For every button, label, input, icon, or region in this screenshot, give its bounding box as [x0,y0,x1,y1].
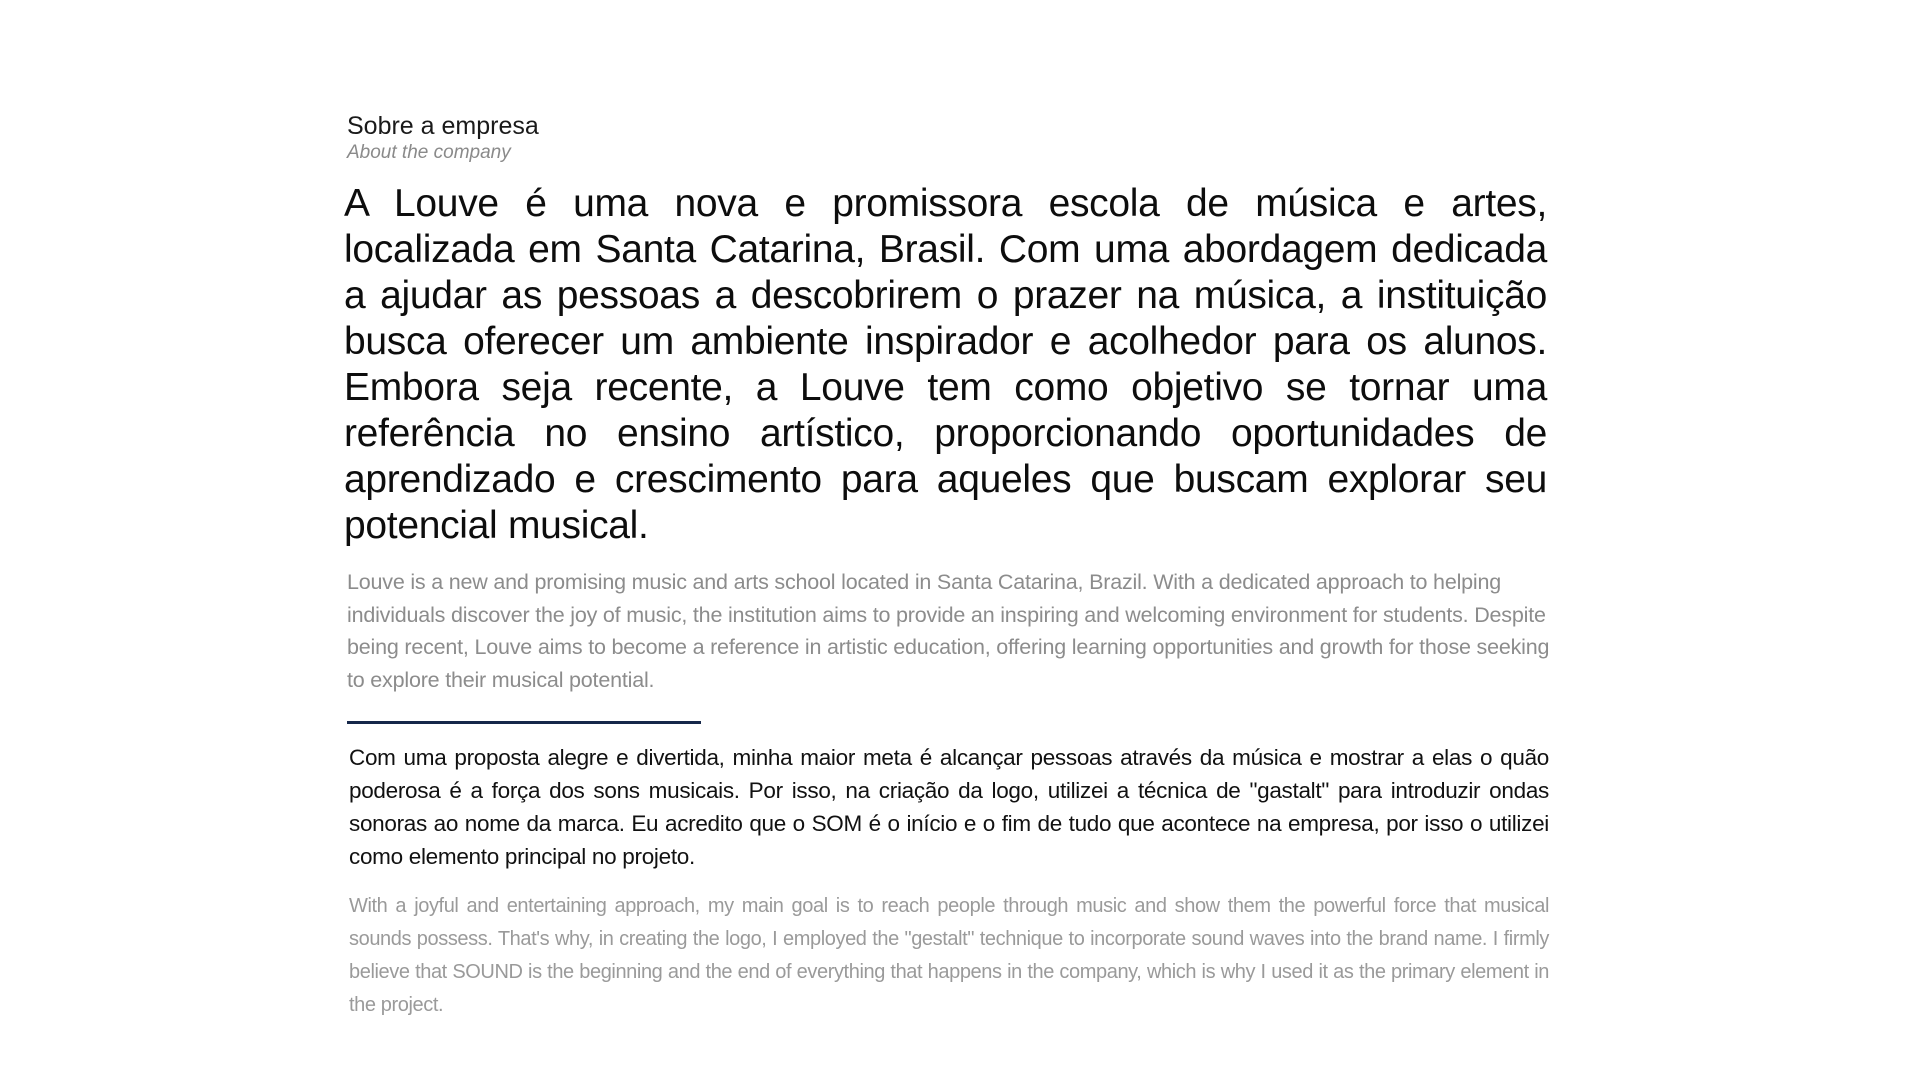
intro-paragraph-en: Louve is a new and promising music and arts school located in Santa Catarina, Brazil. With a dedicated approach to helping individuals discover the joy of music, the institution aims to provide an inspiring and welcoming environment for students. Despite being recent, Louve aims to become a reference in artistic education, offering learning opportunities and growth for those seeking to explore their musical potential. [347,570,1550,692]
intro-paragraph-pt: A Louve é uma nova e promissora escola de música e artes, localizada em Santa Catarina, Brasil. Com uma abordagem dedicada a ajudar as pessoas a descobrirem o prazer na música, a instituição busca oferecer um ambiente inspirador e acolhedor para os alunos. Embora seja recente, a Louve tem como objetivo se tornar uma referência no ensino artístico, proporcionando oportunidades de aprendizado e crescimento para aqueles que buscam explorar seu potencial musical. [344,182,1547,547]
section-title: Sobre a empresa [347,112,539,140]
concept-paragraph-pt: Com uma proposta alegre e divertida, minha maior meta é alcançar pessoas através da música e mostrar a elas o quão poderosa é a força dos sons musicais. Por isso, na criação da logo, utilizei a técnica de "gastalt" para introduzir ondas sonoras ao nome da marca. Eu acredito que o SOM é o início e o fim de tudo que acontece na empresa, por isso o utilizei como elemento principal no projeto. [349,745,1549,869]
about-section [344,110,1550,1022]
concept-paragraph-en: With a joyful and entertaining approach, my main goal is to reach people through music and show them the powerful force that musical sounds possess. That's why, in creating the logo, I employed the "gestalt" technique to incorporate sound waves into the brand name. I firmly believe that SOUND is the beginning and the end of everything that happens in the company, which is why I used it as the primary element in the project. [349,895,1549,1016]
section-divider [347,721,701,724]
section-subtitle: About the company [347,142,511,163]
